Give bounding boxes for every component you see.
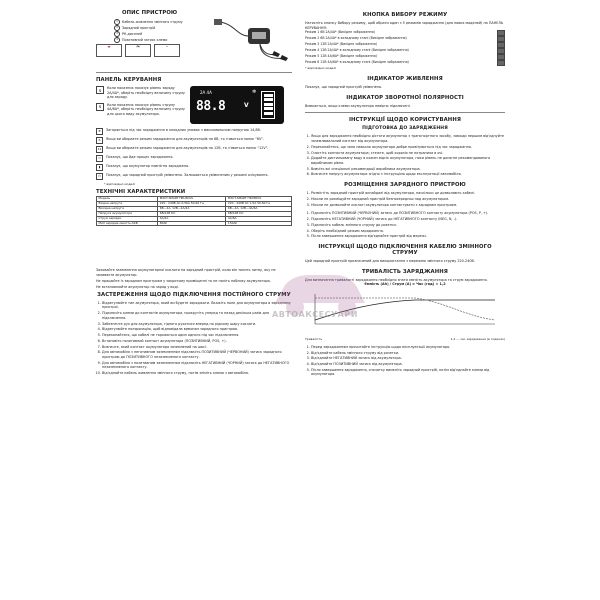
duration-title: ТРИВАЛІСТЬ ЗАРЯДЖАННЯ xyxy=(362,268,448,275)
instructions-title: ІНСТРУКЦІЇ ЩОДО КОРИСТУВАННЯ xyxy=(348,117,462,124)
list-item: 6. Встановіть позитивний контакт акумулятора (ПОЗИТИВНИЙ, POS, +). xyxy=(102,339,292,344)
specs-title: ТЕХНІЧНІ ХАРАКТЕРИСТИКИ xyxy=(96,189,186,195)
duration-formula: Ємність (Ah) / Струм (A) = Час (год) × 1,2 xyxy=(364,282,446,287)
moto-icon: 🏍 xyxy=(125,44,151,57)
note-row: 6 Якщо ви обираєте режим заряджання для акумуляторів на 6В, то з'явиться напис "6V". xyxy=(96,137,292,144)
graph-labels: Тривалість 1,2 — час заряджання (в годинах) xyxy=(305,336,505,341)
mode-row: Режим 3 12В 2A/4A* (Вихідне зображення) xyxy=(305,42,505,48)
list-item: 7. Визначте, який контакт акумулятора заземлений на шасі. xyxy=(102,345,292,350)
divider xyxy=(305,112,505,113)
mode-title: КНОПКА ВИБОРУ РЕЖИМУ xyxy=(362,12,448,18)
panel-notes xyxy=(96,128,292,186)
list-item: 5. Після завершення заряджання від'єднайте пристрій від мережі. xyxy=(311,234,505,239)
note-row: ▭ Показує, що йде процес заряджання. xyxy=(96,155,292,162)
list-item: 3. Підключіть кабель змінного струму до розетки. xyxy=(311,223,505,228)
list-item: 4. Оберіть необхідний режим заряджання. xyxy=(311,229,505,234)
device-legend xyxy=(114,19,184,43)
placement-title: РОЗМІЩЕННЯ ЗАРЯДНОГО ПРИСТРОЮ xyxy=(344,182,466,189)
list-item: 2. Ніколи не розміщуйте зарядний пристрій безпосередньо над акумулятором. xyxy=(311,197,505,202)
list-item: 9. Для автомобіля з позитивним заземленням підключіть НЕГАТИВНИЙ (ЧОРНИЙ) затиск до НЕГАТИВНОГО незаземленого контакту. xyxy=(102,361,292,370)
charging-icon: ▭ xyxy=(96,155,103,162)
ac-title: ІНСТРУКЦІЇ ЩОДО ПІДКЛЮЧЕННЯ КАБЕЛЮ ЗМІННОГО СТРУМУ xyxy=(318,243,492,256)
final-list xyxy=(305,345,505,377)
lcd-unit: V xyxy=(244,102,249,109)
connect-title: ЗАСТЕРЕЖЕННЯ ЩОДО ПІДКЛЮЧЕННЯ ПОСТІЙНОГО СТРУМУ xyxy=(97,291,291,298)
legend-num: 4 xyxy=(114,37,120,43)
table-row: Струм зарядки 4A/2A 4A/6A xyxy=(97,216,292,221)
list-item: 4. Відрегулюйте поляризацію, щоб відповідала вимогам зарядного пристрою. xyxy=(102,327,292,332)
device-title: ОПИС ПРИСТРОЮ xyxy=(122,10,178,16)
car-icon: 🚗 xyxy=(96,44,122,57)
legend-item: 4 Позитивний затиск клеми xyxy=(114,37,184,43)
mode-row: Режим 1 6В 2A/4A* (Вихідне зображення) xyxy=(305,30,505,36)
lcd-mini-icon xyxy=(497,60,505,66)
connect-list xyxy=(96,301,292,376)
panel-text xyxy=(96,86,186,120)
table-row: Вихідна напруга 6В—2A, 12В—2A/4A 6В—4A, 12В—4A/6A xyxy=(97,206,292,211)
list-item: 8. Для автомобіля з негативним заземленням підключіть ПОЗИТИВНИЙ (ЧЕРВОНИЙ) затиск зарядного пристрою до ПОЗИТИВНОГО незаземленого контакту. xyxy=(102,350,292,359)
list-item: 3. Забезпечте рух для акумулятора, гідного рухатися вперед по рідкому шару кислоти. xyxy=(102,322,292,327)
list-item: 1. Якщо для заряджання необхідно дістати акумулятор з транспортного засобу, завжди першим від'єднуйте заземлювальний контакт від акумулятора. xyxy=(311,134,505,143)
battery-icon: ▭ xyxy=(154,44,180,57)
table-row: MAX зарядна ємність АКБ 80Ah 150Ah xyxy=(97,221,292,226)
snowflake-icon: ❄ xyxy=(252,89,257,95)
legend-item: 1 Кабель живлення змінного струму xyxy=(114,19,184,25)
power-indicator-title: ІНДИКАТОР ЖИВЛЕННЯ xyxy=(367,76,443,83)
mode-row: Режим 2 6В 2A/4A* в холодному стані (Вихідне зображення) xyxy=(305,36,505,42)
list-item: 1. Розмістіть зарядний пристрій якнайдалі від акумулятора, наскільки це дозволяють кабелі. xyxy=(311,191,505,196)
specs-section xyxy=(96,189,292,226)
panel-title: ПАНЕЛЬ КЕРУВАННЯ xyxy=(96,77,162,83)
list-item: 3. Очистіть контакти акумулятора; стежте, щоб корозія не потрапила в очі. xyxy=(311,151,505,156)
legend-item: 2 Зарядний пристрій xyxy=(114,25,184,31)
list-item: 4. Додайте дистильовану воду в кожен відсік акумулятора, поки рівень не досягне рекомендованого виробником рівня. xyxy=(311,156,505,165)
list-item: 2. Підключіть НЕГАТИВНИЙ (ЧОРНИЙ) затиск до НЕГАТИВНОГО контакту (NEG, N, -). xyxy=(311,217,505,222)
snowflake-icon: ❄ xyxy=(96,128,103,135)
battery-level-icon xyxy=(261,91,275,119)
list-item: 10. Від'єднайте кабель живлення змінного струму, потім зніміть клеми з автомобіля. xyxy=(102,371,292,376)
note-row: ❄ Загоряється під час заряджання в холодних умовах з максимальною напругою 14,8В. xyxy=(96,128,292,135)
model-footnote: * відповідно моделі xyxy=(104,182,136,186)
table-header-row: Модель MXCT-SMART HRU6DVL MXCT-SMART HRU8DVL xyxy=(97,197,292,202)
mode-row: Режим 4 12В 2A/4A* в холодному стані (Вихідне зображення) xyxy=(305,48,505,54)
bolt-icon: ↯ xyxy=(96,103,104,111)
legend-item: 3 РК-дисплей xyxy=(114,31,184,37)
power-icon: ⏻ xyxy=(96,173,103,180)
note-row: ⏻ Показує, що зарядний пристрій увімкнено. Залишається увімкненим у режимі очікування. xyxy=(96,173,292,180)
panel-item: ↯ Коли показник показує рівень заряду 2A/4A*, оберіть необхідну величину струму для заряду. xyxy=(96,86,186,100)
device-description xyxy=(96,10,292,68)
legend-num: 2 xyxy=(114,25,120,31)
device-icons xyxy=(96,44,180,57)
right-column: КНОПКА ВИБОРУ РЕЖИМУ Натисніть кнопку Вибору режиму, щоб обрати один з 5 режимів заряджання (для нових моделей) на ПАНЕЛЬ КЕРУВАННЯ: Режим 1 6В 2A/4A* (Вихідне зображення) Режим 2 6В 2A/4A* в холодному стані (Вихідне зображення) Режим 3 12В 2A/4A* (Вихідне зображення) Режим 4 12В 2A/4A* в холодному стані (Вихідне зображення) Режим 5 12В 4A/6A* (Вихідне зображення) Режим 6 12В 4A/6A* в холодному стані (Вихідне зображення) * відповідно моделі ІНДИКАТОР ЖИВЛЕННЯ Показує, що зарядний пристрій увімкнено. ІНДИКАТОР ЗВОРОТНОЇ ПОЛЯРНОСТІ Вмикається, якщо клеми акумулятора невірно підключені. ІНСТРУКЦІЇ ЩОДО КОРИСТУВАННЯ ПІДГОТОВКА ДО ЗАРЯДЖЕННЯ 1. Якщо для заряджання необхідно дістати акумулятор з транспортного засобу, завжди першим від'єднуйте заземлювальний контакт від акумулятора. 2. Переконайтеся, що зона навколо акумулятора добре провітрюється під час заряджання. 3. Очистіть контакти акумулятора; стежте, щоб корозія не потрапила в очі. 4. Додайте дистильовану воду в кожен відсік акумулятора, поки рівень не досягне рекомендованого виробником рівня. 5. Вивчіть всі спеціальні рекомендації виробника акумулятора. 6. Визначте напругу акумулятора згідно з інструкцією щодо експлуатації автомобіля. РОЗМІЩЕННЯ ЗАРЯДНОГО ПРИСТРОЮ 1. Розмістіть зарядний пристрій якнайдалі від акумулятора, наскільки це дозволяють кабелі. 2. Ніколи не розміщуйте зарядний пристрій безпосередньо над акумулятором. 3. Ніколи не дозволяйте кислоті акумулятора контактувати з зарядним пристроєм. 1. Підключіть ПОЗИТИВНИЙ (ЧЕРВОНИЙ) затиск до ПОЗИТИВНОГО контакту акумулятора (POS, P, +). 2. Підключіть НЕГАТИВНИЙ (ЧОРНИЙ) затиск до НЕГАТИВНОГО контакту (NEG, N, -). 3. Підключіть кабель змінного струму до розетки. 4. Оберіть необхідний режим заряджання. 5. Після завершення заряджання від'єднайте пристрій від мережі. ІНСТРУКЦІЇ ЩОДО ПІДКЛЮЧЕННЯ КАБЕЛЮ ЗМІННОГО СТРУМУ Цей зарядний пристрій призначений для використання з мережею змінного струму 220-240В. ТРИВАЛІСТЬ ЗАРЯДЖАННЯ Для визначення тривалості заряджання необхідно знати ємність акумулятора та струм заряджання. Ємність (Ah) / Струм (A) = Час (год) × 1,2 Тривалість 1,2 — час заряджання (в годинах) 1. Перед заряджанням прочитайте інструкцію щодо експлуатації акумулятора. 2. Від'єднайте кабель змінного струму від розетки. 3. Від'єднайте НЕГАТИВНИЙ затиск від акумулятора. 4. Від'єднайте ПОЗИТИВНИЙ затиск від акумулятора. 5. Після завершення заряджання, спочатку вимкніть зарядний пристрій, потім від'єднайте клеми від акумулятора. xyxy=(305,10,505,378)
lcd-display xyxy=(190,86,284,124)
list-item: 3. Від'єднайте НЕГАТИВНИЙ затиск від акумулятора. xyxy=(311,356,505,361)
list-item: 2. Від'єднайте кабель змінного струму від розетки. xyxy=(311,351,505,356)
list-item: 5. Переконайтеся, що кабелі не торкаються один одного під час підключення. xyxy=(102,333,292,338)
list-item: 1. Відрегулюйте тип акумулятора, який ви будете заряджати. Вкажіть поле для акумулятора в зарядному пристрої. xyxy=(102,301,292,310)
specs-table xyxy=(96,196,292,226)
list-item: 1. Перед заряджанням прочитайте інструкцію щодо експлуатації акумулятора. xyxy=(311,345,505,350)
reverse-indicator-title: ІНДИКАТОР ЗВОРОТНОЇ ПОЛЯРНОСТІ xyxy=(346,94,464,101)
6v-icon: 6 xyxy=(96,137,103,144)
list-item: 1. Підключіть ПОЗИТИВНИЙ (ЧЕРВОНИЙ) затиск до ПОЗИТИВНОГО контакту акумулятора (POS, P, +). xyxy=(311,211,505,216)
steps-list xyxy=(305,211,505,239)
full-battery-icon: ▮ xyxy=(96,164,103,171)
left-column xyxy=(96,10,292,377)
placement-list xyxy=(305,191,505,207)
list-item: 4. Від'єднайте ПОЗИТИВНИЙ затиск від акумулятора. xyxy=(311,362,505,367)
panel-row xyxy=(96,86,292,124)
list-item: 6. Визначте напругу акумулятора згідно з інструкцією щодо експлуатації автомобіля. xyxy=(311,172,505,177)
mode-row: Режим 5 12В 4A/6A* (Вихідне зображення) xyxy=(305,54,505,60)
mode-row: Режим 6 12В 4A/6A* в холодному стані (Вихідне зображення) xyxy=(305,60,505,66)
connect-section: Заховайте заземлення акумуляторної кислоти на зарядний пристрій, коли він топить литву, яку не заливаєте акумулятор. Не працюйте із зарядним пристроєм у закритому приміщенні та не паліть поблизу акумулятора. Не встановлюйте акумулятор на заряд у воді. ЗАСТЕРЕЖЕННЯ ЩОДО ПІДКЛЮЧЕННЯ ПОСТІЙНОГО СТРУМУ 1. Відрегулюйте тип акумулятора, який ви будете заряджати. Вкажіть поле для акумулятора в зарядному пристрої. 2. Підключіть клеми до контактів акумулятора, прокрутіть уперед та назад декілька разів для підключення. 3. Забезпечте рух для акумулятора, гідного рухатися вперед по рідкому шару кислоти. 4. Відрегулюйте поляризацію, щоб відповідала вимогам зарядного пристрою. 5. Переконайтеся, що кабелі не торкаються один одного під час підключення. 6. Встановіть позитивний контакт акумулятора (ПОЗИТИВНИЙ, POS, +). 7. Визначте, який контакт акумулятора заземлений на шасі. 8. Для автомобіля з негативним заземленням підключіть ПОЗИТИВНИЙ (ЧЕРВОНИЙ) затиск зарядного пристрою до ПОЗИТИВНОГО незаземленого контакту. 9. Для автомобіля з позитивним заземленням підключіть НЕГАТИВНИЙ (ЧОРНИЙ) затиск до НЕГАТИВНОГО незаземленого контакту. 10. Від'єднайте кабель живлення змінного струму, потім зніміть клеми з автомобіля. xyxy=(96,268,292,375)
list-item: 2. Підключіть клеми до контактів акумулятора, прокрутіть уперед та назад декілька разів для підключення. xyxy=(102,311,292,320)
list-item: 5. Після завершення заряджання, спочатку вимкніть зарядний пристрій, потім від'єднайте клеми від акумулятора. xyxy=(311,368,505,377)
mode-note: * відповідно моделі xyxy=(305,66,337,71)
mode-list xyxy=(305,30,505,66)
panel-item: ↯ Коли показник показує рівень струму 4A/6A*, оберіть необхідну величину струму для цього виду акумулятора. xyxy=(96,103,186,117)
control-panel-section xyxy=(96,77,292,124)
lcd-amps: 2A 4A xyxy=(200,90,212,95)
note-row: 12 Якщо ви обираєте режим заряджання для акумуляторів на 12В, то з'явиться напис "12V". xyxy=(97,146,269,151)
legend-num: 1 xyxy=(114,19,120,25)
instructions-subtitle: ПІДГОТОВКА ДО ЗАРЯДЖЕННЯ xyxy=(362,126,448,132)
list-item: 5. Вивчіть всі спеціальні рекомендації виробника акумулятора. xyxy=(311,167,505,172)
divider xyxy=(96,72,292,73)
list-item: 2. Переконайтеся, що зона навколо акумулятора добре провітрюється під час заряджання. xyxy=(311,145,505,150)
12v-icon: 12 xyxy=(97,147,102,151)
instructions-list xyxy=(305,134,505,177)
watermark-text: АВТОАКСЕСУАРИ xyxy=(272,310,358,319)
bolt-icon: ↯ xyxy=(96,86,104,94)
mode-intro: Натисніть кнопку Вибору режиму, щоб обрати один з 5 режимів заряджання (для нових моделей) на ПАНЕЛЬ КЕРУВАННЯ: xyxy=(305,21,504,30)
table-row: Вхідна напруга 220 - 240В AC 0,56A 50-60 Гц 220 - 240В AC 1,5A 50-60 Гц xyxy=(97,201,292,206)
note-row: ▮ Показує, що акумулятор повністю заряджено. xyxy=(96,164,292,171)
charger-illustration-icon xyxy=(210,14,294,62)
table-row: Напруга акумулятора 6В/12В DC 6В/12В DC xyxy=(97,211,292,216)
legend-num: 3 xyxy=(114,31,120,37)
list-item: 3. Ніколи не дозволяйте кислоті акумулятора контактувати з зарядним пристроєм. xyxy=(311,203,505,208)
lcd-volts: 88.8 xyxy=(196,99,226,114)
